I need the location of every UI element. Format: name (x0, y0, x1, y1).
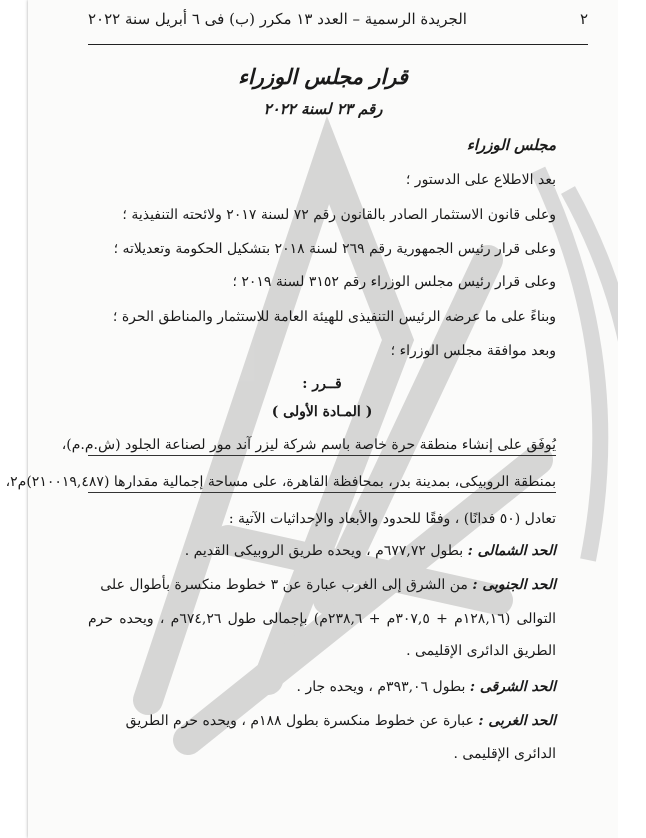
south-boundary-continued: الطريق الدائرى الإقليمى . (406, 643, 556, 659)
east-boundary-label: الحد الشرقى : (469, 679, 556, 695)
preamble-line: بعد الاطلاع على الدستور ؛ (405, 172, 556, 188)
body-line: تعادل (٥٠ فدانًا) ، وفقًا للحدود والأبعاد والإحداثيات الآتية : (228, 511, 556, 527)
west-boundary-continued: الدائرى الإقليمى . (453, 746, 556, 762)
decree-title: قرار مجلس الوزراء (238, 64, 408, 89)
document-page (5, 0, 618, 838)
page-header (88, 10, 588, 28)
north-boundary-text: بطول ٦٧٧,٧٢م ، ويحده طريق الروبيكى القديم . (184, 543, 464, 559)
south-boundary-label: الحد الجنوبى : (472, 577, 556, 593)
preamble-line: وبناءً على ما عرضه الرئيس التنفيذى للهيئة العامة للاستثمار والمناطق الحرة ؛ (112, 309, 556, 325)
preamble-line: وعلى قرار رئيس مجلس الوزراء رقم ٣١٥٢ لسنة ٢٠١٩ ؛ (232, 274, 556, 290)
preamble-line: وعلى قانون الاستثمار الصادر بالقانون رقم ٧٢ لسنة ٢٠١٧ ولائحته التنفيذية ؛ (122, 207, 556, 223)
south-boundary (88, 577, 556, 593)
preamble-line: وعلى قرار رئيس الجمهورية رقم ٢٦٩ لسنة ٢٠١٨ بتشكيل الحكومة وتعديلاته ؛ (113, 241, 556, 257)
south-boundary-continued: التوالى (١٢٨,١٦م + ٣٠٧,٥م + ٢٣٨,٦م) بإجمالى طول ٦٧٤,٢٦م ، ويحده حرم (88, 611, 556, 627)
page-margin (618, 0, 646, 838)
north-boundary-label: الحد الشمالى : (467, 543, 556, 559)
body-line: يُوفَق على إنشاء منطقة حرة خاصة باسم شركة ليزر آند مور لصناعة الجلود (ش.م.م)، (88, 437, 556, 456)
body-line: بمنطقة الروبيكى، بمدينة بدر، بمحافظة القاهرة، على مساحة إجمالية مقدارها (٢١٠٠١٩,٤٨٧)م٢، (88, 474, 556, 493)
east-boundary (88, 679, 556, 695)
north-boundary (88, 543, 556, 559)
decided-heading: قــرر : (302, 376, 342, 392)
journal-header-line: الجريدة الرسمية – العدد ١٣ مكرر (ب) فى ٦ أبريل سنة ٢٠٢٢ (88, 10, 467, 28)
east-boundary-text: بطول ٣٩٣,٠٦م ، ويحده جار . (296, 679, 466, 695)
preamble-line: وبعد موافقة مجلس الوزراء ؛ (390, 343, 556, 359)
west-boundary-label: الحد الغربى : (478, 713, 556, 729)
west-boundary-text: عبارة عن خطوط منكسرة بطول ١٨٨م ، ويحده حرم الطريق (125, 713, 474, 729)
page-number: ٢ (579, 10, 588, 28)
south-boundary-text: من الشرق إلى الغرب عبارة عن ٣ خطوط منكسرة بأطوال على (100, 577, 468, 593)
decree-number: رقم ٢٣ لسنة ٢٠٢٢ (263, 100, 383, 118)
article-one-heading: ( المـادة الأولى ) (271, 404, 373, 420)
council-heading: مجلس الوزراء (466, 136, 556, 154)
header-divider (88, 44, 588, 45)
west-boundary (88, 713, 556, 729)
